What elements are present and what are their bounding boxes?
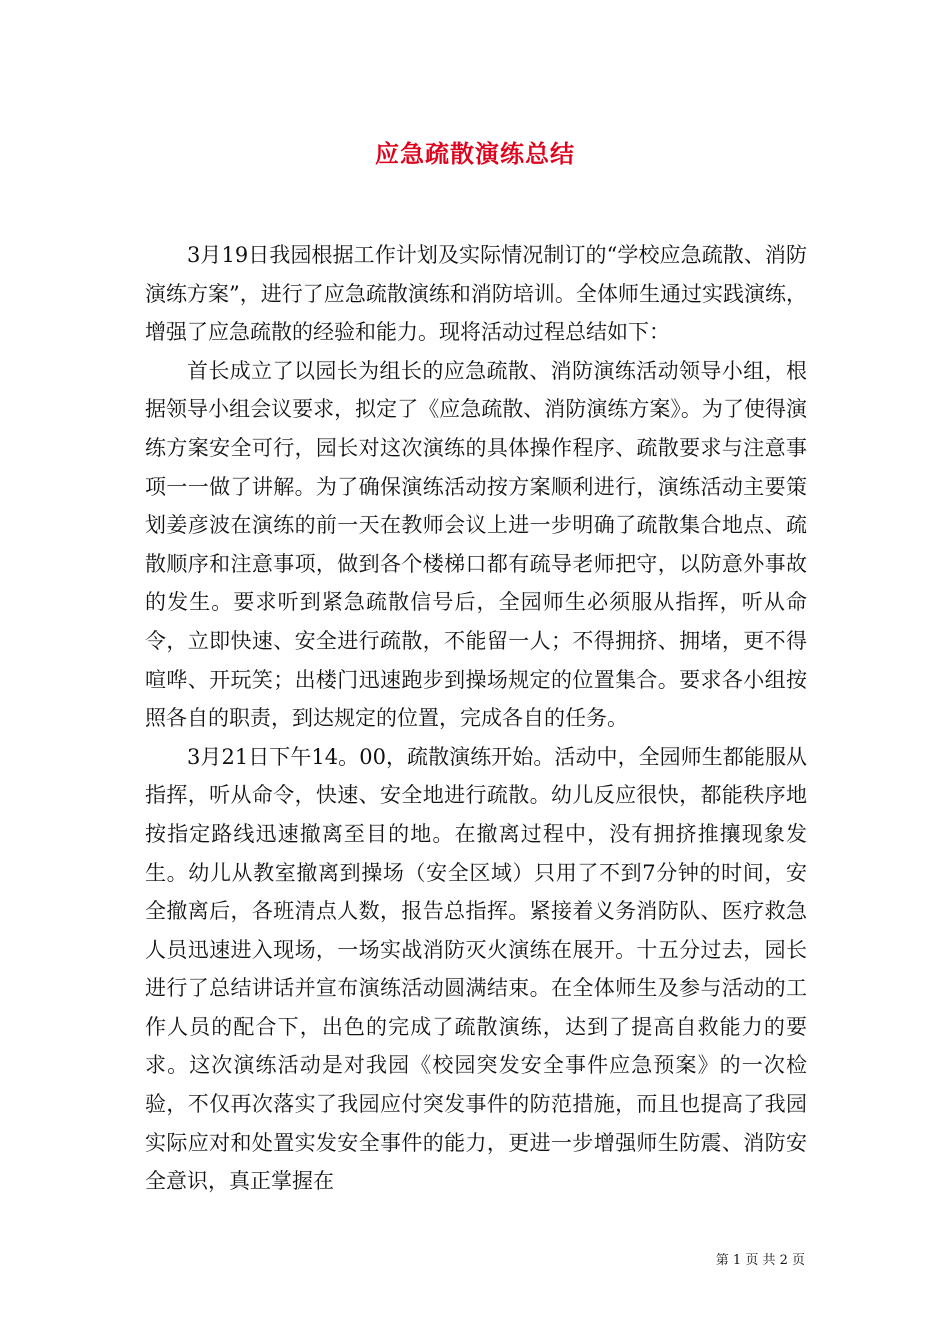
document-body	[145, 236, 807, 1201]
page-number: 第 1 页 共 2 页	[715, 1253, 805, 1268]
paragraph-preparation: 首长成立了以园长为组长的应急疏散、消防演练活动领导小组，根据领导小组会议要求，拟定了《应急疏散、消防演练方案》。为了使得演练方案安全可行，园长对这次演练的具体操作程序、疏散要求与注意事项一一做了讲解。为了确保演练活动按方案顺利进行，演练活动主要策划姜彦波在演练的前一天在教师会议上进一步明确了疏散集合地点、疏散顺序和注意事项，做到各个楼梯口都有疏导老师把守，以防意外事故的发生。要求听到紧急疏散信号后，全园师生必须服从指挥，听从命令，立即快速、安全进行疏散，不能留一人；不得拥挤、拥堵，更不得喧哗、开玩笑；出楼门迅速跑步到操场规定的位置集合。要求各小组按照各自的职责，到达规定的位置，完成各自的任务。	[145, 358, 807, 731]
document-title: 应急疏散演练总结	[375, 139, 575, 168]
paragraph-drill: 3月21日下午14。00，疏散演练开始。活动中，全园师生都能服从指挥，听从命令，快速、安全地进行疏散。幼儿反应很快，都能秩序地按指定路线迅速撤离至目的地。在撤离过程中，没有拥挤推攘现象发生。幼儿从教室撤离到操场（安全区域）只用了不到7分钟的时间，安全撤离后，各班清点人数，报告总指挥。紧接着义务消防队、医疗救急人员迅速进入现场，一场实战消防灭火演练在展开。十五分过去，园长进行了总结讲话并宣布演练活动圆满结束。在全体师生及参与活动的工作人员的配合下，出色的完成了疏散演练，达到了提高自救能力的要求。这次演练活动是对我园《校园突发安全事件应急预案》的一次检验，不仅再次落实了我园应付突发事件的防范措施，而且也提高了我园实际应对和处置实发安全事件的能力，更进一步增强师生防震、消防安全意识，真正掌握在	[145, 744, 807, 1194]
paragraph-intro: 3月19日我园根据工作计划及实际情况制订的“学校应急疏散、消防演练方案”，进行了应急疏散演练和消防培训。全体师生通过实践演练，增强了应急疏散的经验和能力。现将活动过程总结如下：	[145, 243, 807, 345]
